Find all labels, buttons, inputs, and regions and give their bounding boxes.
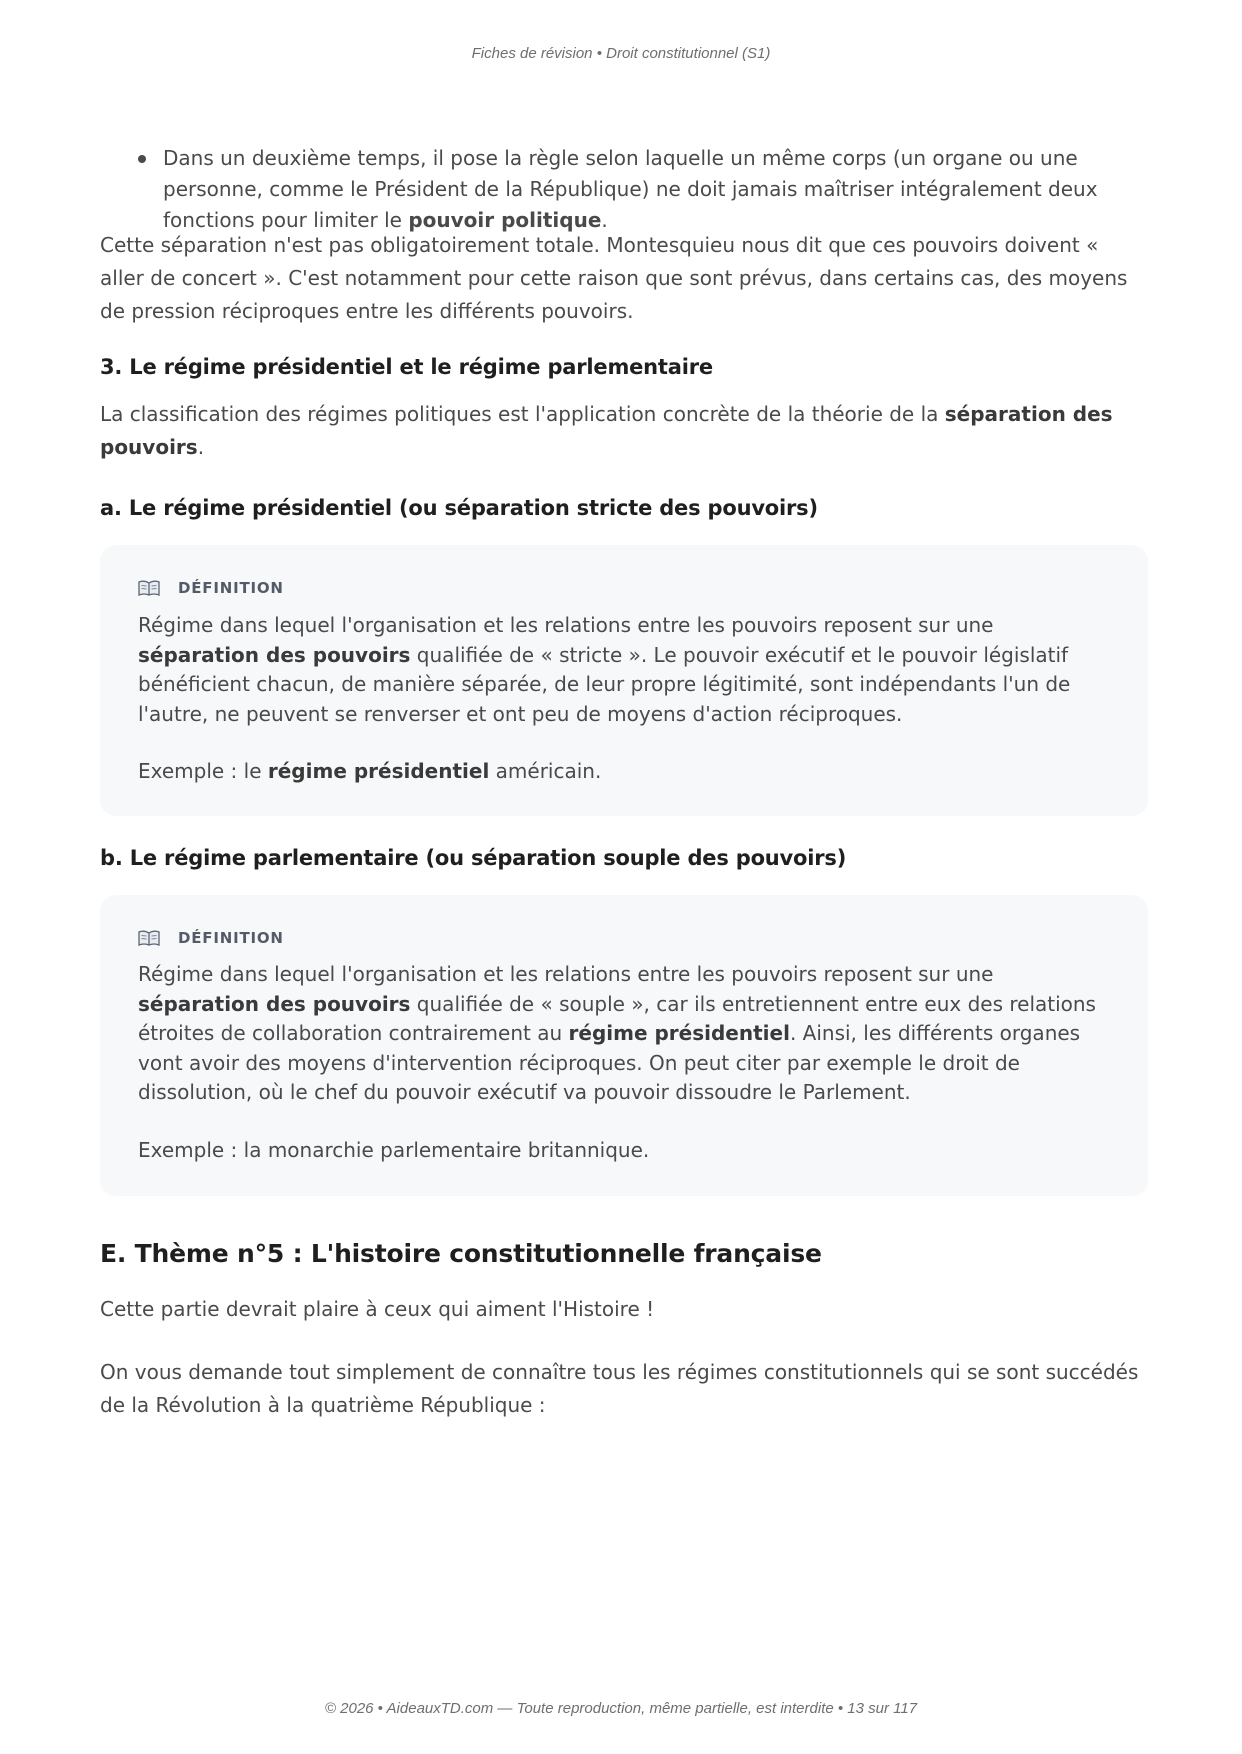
subsection-a-heading: a. Le régime présidentiel (ou séparation stricte des pouvoirs) [100,496,818,520]
definition-label [138,579,284,597]
bullet-text: Dans un deuxième temps, il pose la règle selon laquelle un même corps (un organe ou une personne, comme le Président de la République) ne doit jamais maîtriser intégralement deux fonctions pour limiter le [163,146,1098,232]
theme-5-paragraph-2: On vous demande tout simplement de connaître tous les régimes constitutionnels qui se sont succédés de la Révolution à la quatrième République : [100,1360,1139,1417]
example-text: Exemple : le [138,759,268,783]
bullet-list [100,143,1148,236]
list-item [163,143,1148,236]
definition-bold-term: séparation des pouvoirs [138,991,411,1016]
example-bold-term: régime présidentiel [267,759,490,783]
intro-bold-term: séparation des pouvoirs [100,402,1113,459]
theme-5-heading: E. Thème n°5 : L'histoire constitutionnelle française [100,1239,822,1268]
definition-text: Régime dans lequel l'organisation et les relations entre les pouvoirs reposent sur une [138,962,994,986]
open-book-icon [138,930,160,946]
definition-text-cont: qualifiée de « souple », car ils entretiennent entre eux des relations étroites de collaboration contrairement au [138,991,1096,1045]
running-header: Fiches de révision • Droit constitutionnel (S1) [471,45,771,62]
definition-box-presidential [100,545,1148,816]
definition-bold-term: séparation des pouvoirs [138,642,411,667]
open-book-icon [138,580,160,596]
section-3-intro [100,398,1148,464]
definition-text: Régime dans lequel l'organisation et les relations entre les pouvoirs reposent sur une [138,613,994,637]
subsection-b-heading: b. Le régime parlementaire (ou séparation souple des pouvoirs) [100,846,847,870]
definition-example [138,757,1110,787]
definition-text-end: . Ainsi, les différents organes vont avoir des moyens d'intervention réciproques. On peut citer par exemple le droit de dissolution, où le chef du pouvoir exécutif va pouvoir dissoudre le Parlement. [138,1021,1081,1104]
intro-text: La classification des régimes politiques est l'application concrète de la théorie de la [100,402,945,426]
running-footer: © 2026 • AideauxTD.com — Toute reproduction, même partielle, est interdite • 13 sur 117 [324,1700,918,1717]
example-text-end: américain. [489,759,602,783]
definition-label-text: DÉFINITION [178,579,284,597]
definition-box-parliamentary [100,895,1148,1196]
definition-body [138,611,1110,729]
definition-label [138,929,284,947]
bullet-bold-term: pouvoir politique [408,208,602,232]
paragraph-separation: Cette séparation n'est pas obligatoirement totale. Montesquieu nous dit que ces pouvoirs doivent « aller de concert ». C'est notamment pour cette raison que sont prévus, dans certains cas, des moyens de pression réciproques entre les différents pouvoirs. [100,233,1128,323]
definition-body [138,960,1110,1108]
bullet-text-end: . [601,208,608,232]
definition-example: Exemple : la monarchie parlementaire britannique. [138,1138,650,1162]
section-3-heading: 3. Le régime présidentiel et le régime parlementaire [100,355,713,379]
definition-label-text: DÉFINITION [178,929,284,947]
theme-5-paragraph-1: Cette partie devrait plaire à ceux qui aiment l'Histoire ! [100,1297,655,1321]
intro-text-end: . [197,435,205,459]
definition-bold-term-2: régime présidentiel [568,1021,790,1045]
definition-text-cont: qualifiée de « stricte ». Le pouvoir exécutif et le pouvoir législatif bénéficient chacun, de manière séparée, de leur propre légitimité, sont indépendants l'un de l'autre, ne peuvent se renverser et ont peu de moyens d'action réciproques. [138,642,1071,726]
